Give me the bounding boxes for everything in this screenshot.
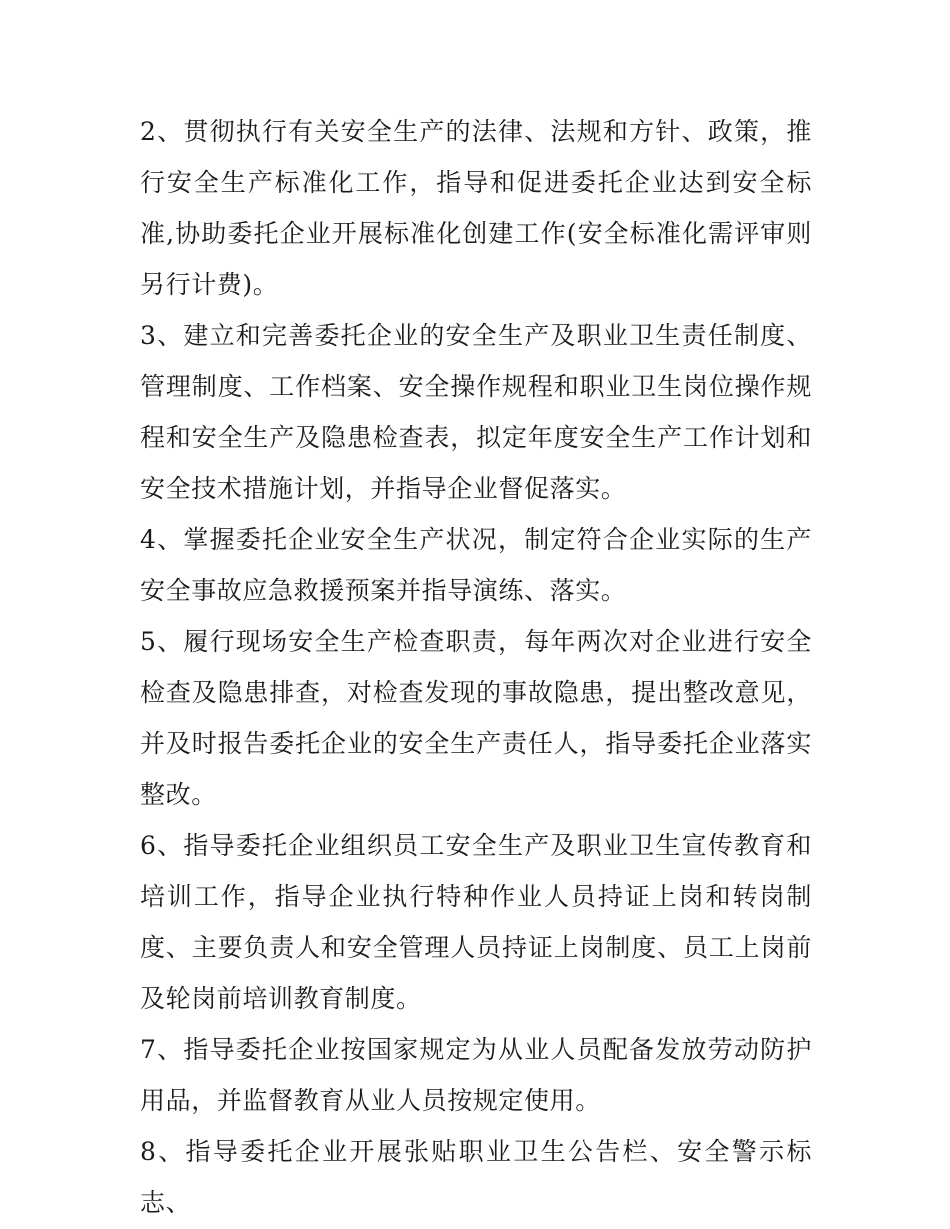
paragraph-item-8: 8、指导委托企业开展张贴职业卫生公告栏、安全警示标志、 [140,1137,812,1217]
paragraph-item-5: 5、履行现场安全生产检查职责，每年两次对企业进行安全检查及隐患排查，对检查发现的事故隐患，提出整改意见，并及时报告委托企业的安全生产责任人，指导委托企业落实整改。 [140,627,812,809]
paragraph-item-6: 6、指导委托企业组织员工安全生产及职业卫生宣传教育和培训工作，指导企业执行特种作业人员持证上岗和转岗制度、主要负责人和安全管理人员持证上岗制度、员工上岗前及轮岗前培训教育制度。 [140,831,812,1013]
paragraph-item-4: 4、掌握委托企业安全生产状况，制定符合企业实际的生产安全事故应急救援预案并指导演练、落实。 [140,525,812,605]
paragraph-item-3: 3、建立和完善委托企业的安全生产及职业卫生责任制度、管理制度、工作档案、安全操作规程和职业卫生岗位操作规程和安全生产及隐患检查表，拟定年度安全生产工作计划和安全技术措施计划，并指导企业督促落实。 [140,321,812,503]
paragraph-item-7: 7、指导委托企业按国家规定为从业人员配备发放劳动防护用品，并监督教育从业人员按规定使用。 [140,1035,812,1115]
document-body [140,106,812,1228]
paragraph-item-2: 2、贯彻执行有关安全生产的法律、法规和方针、政策，推行安全生产标准化工作，指导和促进委托企业达到安全标准,协助委托企业开展标准化创建工作(安全标准化需评审则另行计费)。 [140,117,812,299]
